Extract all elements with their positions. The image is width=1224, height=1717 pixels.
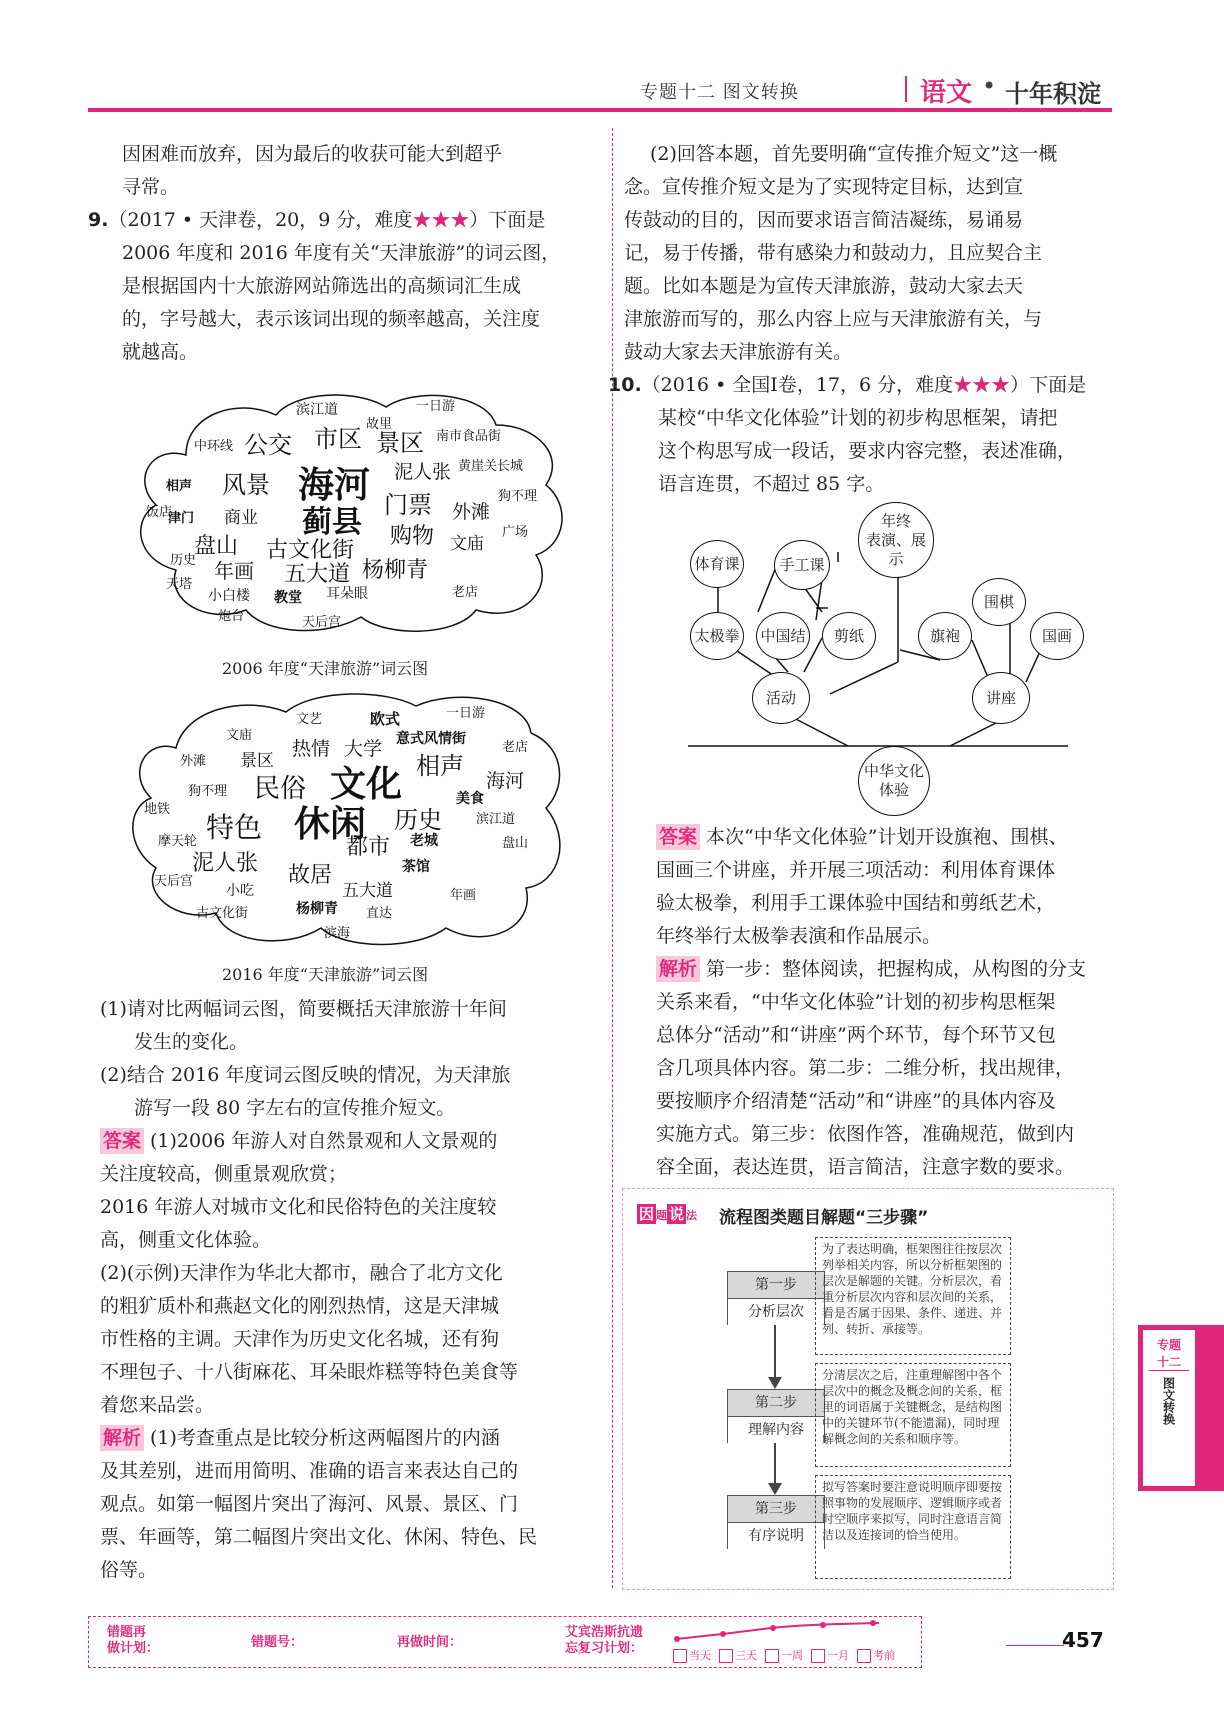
answer-line: 本次“中华文化体验”计划开设旗袍、围棋、	[706, 826, 1068, 848]
subquestion-line: (2)结合 2016 年度词云图反映的情况，为天津旅	[100, 1064, 511, 1086]
question-10-header	[608, 369, 1114, 402]
question-line: 的，字号越大，表示该词出现的频率越高，关注度	[122, 308, 541, 330]
question-line: 就越高。	[122, 341, 199, 363]
subquestion-1	[100, 993, 600, 1059]
answer-line: 验太极拳，利用手工课体验中国结和剪纸艺术，	[656, 892, 1056, 914]
redo-time-label: 再做时间：	[397, 1635, 463, 1650]
cloud-word: 摩天轮	[158, 834, 198, 849]
answer-line: 关注度较高，侧重景观欣赏；	[100, 1163, 348, 1185]
node-painting: 国画	[1030, 612, 1084, 660]
cloud-word: 年画	[214, 559, 254, 583]
analysis-continued-line: 鼓动大家去天津旅游有关。	[624, 341, 853, 363]
step-2-box	[727, 1389, 825, 1443]
analysis-line: 第一步：整体阅读，把握构成，从构图的分支	[706, 958, 1087, 980]
cloud-word: 特色	[206, 811, 263, 844]
header-dot: •	[982, 72, 997, 100]
node-paper-cutting: 剪纸	[822, 612, 876, 660]
wrong-question-label: 错题号：	[251, 1635, 304, 1650]
badge-char: 说	[669, 1205, 685, 1223]
node-craft-class: 手工课	[774, 540, 830, 590]
check-label: 考前	[873, 1649, 895, 1662]
answer-line: 的粗犷质朴和燕赵文化的刚烈热情，这是天津城	[100, 1295, 500, 1317]
cloud-word: 海河	[486, 770, 525, 792]
badge-char: 因	[639, 1205, 655, 1223]
right-column-top	[608, 138, 1114, 501]
cloud-word: 海河	[298, 465, 371, 506]
tip-badge	[637, 1203, 697, 1224]
cloud-word: 大学	[344, 738, 383, 760]
cloud-word: 狗不理	[498, 489, 538, 504]
analysis-continued-line: 津旅游而写的，那么内容上应与天津旅游有关，与	[624, 308, 1043, 330]
cloud-word: 耳朵眼	[326, 586, 368, 602]
node-pe-class: 体育课	[690, 540, 744, 588]
cloud-word: 狗不理	[188, 784, 228, 799]
node-taiji: 太极拳	[690, 612, 744, 660]
flow-arrow	[774, 1443, 776, 1483]
cloud-word: 年画	[450, 888, 477, 903]
analysis-continued-line: 念。宣传推介短文是为了实现特定目标，达到宣	[624, 176, 1024, 198]
cloud-word: 历史	[170, 553, 197, 568]
chapter-side-tab-label	[1143, 1330, 1195, 1486]
check-one-week[interactable]	[765, 1647, 803, 1663]
review-plan-footer	[88, 1616, 922, 1668]
node-year-end-show	[858, 502, 934, 578]
check-label: 当天	[689, 1649, 711, 1662]
analysis-line: 含几项具体内容。第二步：二维分析，找出规律，	[656, 1057, 1075, 1079]
side-tab-title: 图文转换	[1161, 1377, 1176, 1425]
check-label: 三天	[735, 1649, 757, 1662]
step-1-note: 为了表达明确，框架图往往按层次列举相关内容，所以分析框架图的层次是解题的关键。分析层次，看重分析层次内容和层次间的关系，看是否属于因果、条件、递进、并列、转折、承接等。	[815, 1237, 1011, 1355]
question-number: 9.	[88, 209, 109, 231]
answer-line: 国画三个讲座，并开展三项活动：利用体育课体	[656, 859, 1056, 881]
question-source: （2017 • 天津卷，20，9 分，难度	[108, 209, 413, 231]
side-tab-topic: 专题	[1156, 1338, 1181, 1352]
cloud-word: 文庙	[450, 534, 484, 554]
cloud-word: 五大道	[342, 881, 393, 901]
node-activity: 活动	[752, 672, 810, 724]
left-column-bottom	[100, 993, 600, 1587]
check-three-days[interactable]	[719, 1647, 757, 1663]
header-series: 十年积淀	[1005, 80, 1101, 108]
analysis-line: 要按顺序介绍清楚“活动”和“讲座”的具体内容及	[656, 1090, 1056, 1112]
node-root-culture	[858, 746, 930, 816]
node-label: 体验	[878, 781, 909, 799]
cloud-word: 滨江道	[296, 402, 338, 418]
analysis-line: 容全面，表达连贯，语言简洁，注意字数的要求。	[656, 1156, 1075, 1178]
analysis-tag: 解析	[100, 1425, 144, 1451]
cloud-word: 景区	[376, 429, 424, 457]
node-label: 中华文化	[863, 762, 924, 780]
cloud-word: 广场	[502, 525, 529, 540]
answer-line: (1)2006 年游人对自然景观和人文景观的	[150, 1130, 498, 1152]
answer-line: 2016 年游人对城市文化和民俗特色的关注度较	[100, 1196, 497, 1218]
answer-tag: 答案	[656, 824, 700, 850]
step-name: 理解内容	[728, 1417, 824, 1443]
flow-arrow	[774, 1325, 776, 1377]
cloud-word: 中环线	[194, 439, 234, 454]
cloud-word: 门票	[384, 491, 432, 519]
cloud-word: 蓟县	[302, 505, 362, 540]
cloud-word: 市区	[314, 425, 362, 453]
plan-label	[107, 1625, 159, 1657]
intro-line: 寻常。	[122, 176, 180, 198]
cloud-word: 美食	[456, 791, 484, 807]
question-source-end: ）下面是	[469, 209, 546, 231]
analysis-line: 票、年画等，第二幅图片突出文化、休闲、特色、民	[100, 1526, 538, 1548]
cloud-word: 泥人张	[394, 461, 452, 483]
cloud-word: 南市食品街	[436, 429, 502, 444]
cloud-word: 黄崖关长城	[458, 459, 524, 474]
step-label: 第三步	[728, 1496, 824, 1523]
cloud-word: 相声	[166, 479, 193, 494]
cloud-word: 民俗	[254, 774, 307, 804]
flow-arrowhead	[768, 1377, 782, 1389]
cloud-word: 意式风情街	[396, 731, 466, 747]
answer-line: 市性格的主调。天津作为历史文化名城，还有狗	[100, 1328, 500, 1350]
subquestion-2	[100, 1059, 600, 1125]
answer-line: 高，侧重文化体验。	[100, 1229, 272, 1251]
header-separator	[905, 76, 907, 102]
analysis-tag: 解析	[656, 956, 700, 982]
cloud-word: 杨柳青	[296, 901, 338, 917]
question-line: 是根据国内十大旅游网站筛选出的高频词汇生成	[122, 275, 522, 297]
cloud-word: 景区	[240, 751, 274, 771]
node-weiqi: 围棋	[972, 578, 1026, 626]
check-before-exam[interactable]	[857, 1647, 895, 1663]
step-3-note: 拟写答案时要注意说明顺序即要按照事物的发展顺序、逻辑顺序或者时空顺序来拟写，同时注意语言简洁以及连接词的恰当使用。	[815, 1475, 1011, 1579]
cloud-word: 小白楼	[208, 588, 250, 604]
cloud-word: 津门	[168, 511, 195, 526]
cloud-word: 盘山	[502, 836, 529, 851]
header-topic: 专题十二 图文转换	[640, 82, 799, 103]
difficulty-stars: ★★★	[412, 209, 470, 231]
cloud-word: 欧式	[370, 710, 401, 728]
analysis-continued-line: (2)回答本题，首先要明确“宣传推介短文”这一概	[650, 143, 1058, 165]
question-line: 语言连贯，不超过 85 字。	[658, 473, 885, 495]
subquestion-line: 游写一段 80 字左右的宣传推介短文。	[134, 1097, 456, 1119]
step-name: 有序说明	[728, 1523, 824, 1549]
cloud-word: 盘山	[194, 534, 239, 559]
analysis-block	[100, 1422, 600, 1455]
cloud-word: 文艺	[296, 712, 323, 727]
cloud-word: 老店	[452, 585, 479, 600]
question-number: 10.	[608, 374, 642, 396]
node-lecture: 讲座	[972, 672, 1030, 724]
cloud-word: 泥人张	[192, 851, 259, 876]
cloud-word: 老城	[410, 833, 438, 849]
cloud-word: 天塔	[166, 577, 193, 592]
flow-arrowhead	[768, 1483, 782, 1495]
step-3-box	[727, 1495, 825, 1549]
step-name: 分析层次	[728, 1299, 824, 1325]
answer-tag: 答案	[100, 1128, 144, 1154]
cloud-word: 小吃	[226, 883, 254, 899]
cloud-word: 古文化街	[196, 906, 249, 921]
plan-label-line: 错题再	[107, 1625, 147, 1640]
cloud-word: 相声	[416, 752, 464, 780]
cloud-caption-2016: 2016 年度“天津旅游”词云图	[222, 965, 429, 984]
cloud-word: 茶馆	[402, 859, 430, 875]
left-column-top	[88, 138, 598, 369]
analysis-line: (1)考查重点是比较分析这两幅图片的内涵	[150, 1427, 500, 1449]
difficulty-stars: ★★★	[953, 374, 1011, 396]
answer-block	[656, 821, 1114, 854]
node-label: 年终	[880, 511, 911, 530]
analysis-line: 俗等。	[100, 1559, 158, 1581]
word-cloud-2016	[126, 688, 566, 950]
question-source-end: ）下面是	[1010, 374, 1087, 396]
node-chinese-knot: 中国结	[756, 612, 810, 660]
cloud-word: 地铁	[144, 802, 171, 817]
question-source: （2016 • 全国Ⅰ卷，17，6 分，难度	[641, 374, 954, 396]
side-tab-number: 十二	[1149, 1353, 1189, 1371]
cloud-word: 商业	[224, 508, 258, 528]
intro-line: 因困难而放弃，因为最后的收获可能大到超乎	[122, 143, 503, 165]
cloud-word: 文庙	[226, 728, 253, 743]
cloud-word: 杨柳青	[362, 558, 429, 583]
subquestion-line: 发生的变化。	[134, 1031, 249, 1053]
cloud-word: 天后宫	[154, 874, 194, 889]
cloud-word: 一日游	[416, 399, 456, 414]
page-number: 457	[1062, 1628, 1104, 1652]
cloud-word: 直达	[366, 906, 393, 921]
node-label: 表演、展示	[865, 530, 926, 568]
question-line: 某校“中华文化体验”计划的初步构思框架，请把	[658, 407, 1058, 429]
check-label: 一周	[781, 1649, 803, 1662]
plan-label-line: 做计划：	[107, 1641, 160, 1656]
question-9-header	[88, 204, 598, 237]
check-one-month[interactable]	[811, 1647, 849, 1663]
page-number-rule	[1006, 1645, 1064, 1646]
answer-line: 不理包子、十八街麻花、耳朵眼炸糕等特色美食等	[100, 1361, 519, 1383]
answer-line: (2)(示例)天津作为华北大都市，融合了北方文化	[100, 1262, 503, 1284]
cloud-word: 天后宫	[302, 615, 342, 630]
cloud-word: 都市	[346, 835, 391, 860]
step-label: 第二步	[728, 1390, 824, 1417]
cloud-word: 风景	[222, 471, 270, 499]
analysis-continued-line: 传鼓动的目的，因而要求语言简洁凝练，易诵易	[624, 209, 1024, 231]
column-divider	[612, 128, 613, 1588]
right-column-bottom	[656, 821, 1114, 1184]
analysis-continued-line: 记，易于传播，带有感染力和鼓动力，且应契合主	[624, 242, 1043, 264]
cloud-word: 古文化街	[266, 538, 355, 563]
cloud-word: 一日游	[446, 706, 486, 721]
ebbinghaus-line: 艾宾浩斯抗遗	[565, 1625, 644, 1640]
analysis-line: 关系来看，“中华文化体验”计划的初步构思框架	[656, 991, 1056, 1013]
badge-char: 法	[686, 1209, 698, 1222]
node-qipao: 旗袍	[918, 612, 972, 660]
memory-curve	[673, 1619, 883, 1643]
cloud-caption-2006: 2006 年度“天津旅游”词云图	[222, 659, 429, 678]
check-today[interactable]	[673, 1647, 711, 1663]
ebbinghaus-label	[565, 1625, 643, 1657]
answer-block	[100, 1125, 600, 1158]
step-label: 第一步	[728, 1272, 824, 1299]
question-line: 2006 年度和 2016 年度有关“天津旅游”的词云图，	[122, 242, 561, 264]
cloud-word: 历史	[394, 806, 442, 834]
analysis-line: 实施方式。第三步：依图作答，准确规范，做到内	[656, 1123, 1075, 1145]
word-cloud-2006	[126, 385, 566, 637]
analysis-block	[656, 953, 1114, 986]
method-tip-box	[622, 1188, 1114, 1590]
cloud-word: 故居	[288, 863, 333, 888]
cloud-word: 教堂	[274, 590, 302, 606]
cloud-word: 外滩	[180, 754, 207, 769]
cloud-word: 滨海	[324, 926, 351, 941]
subquestion-line: (1)请对比两幅词云图，简要概括天津旅游十年间	[100, 998, 507, 1020]
header-rule	[88, 108, 1112, 112]
answer-line: 年终举行太极拳表演和作品展示。	[656, 925, 942, 947]
cloud-word: 购物	[390, 524, 435, 549]
cloud-word: 文化	[330, 764, 403, 805]
tip-title: 流程图类题目解题“三步骤”	[719, 1208, 929, 1228]
cloud-word: 故里	[366, 417, 393, 432]
analysis-line: 及其差别，进而用简明、准确的语言来表达自己的	[100, 1460, 519, 1482]
culture-plan-diagram	[680, 502, 1110, 822]
step-1-box	[727, 1271, 825, 1325]
cloud-word: 公交	[244, 431, 292, 459]
ebbinghaus-line: 忘复习计划：	[565, 1641, 644, 1656]
analysis-line: 总体分“活动”和“讲座”两个环节，每个环节又包	[656, 1024, 1056, 1046]
cloud-word: 炮台	[218, 609, 245, 624]
check-label: 一月	[827, 1649, 849, 1662]
cloud-word: 外滩	[452, 501, 491, 523]
analysis-line: 观点。如第一幅图片突出了海河、风景、景区、门	[100, 1493, 519, 1515]
analysis-continued-line: 题。比如本题是为宣传天津旅游，鼓动大家去天	[624, 275, 1024, 297]
cloud-word: 五大道	[284, 562, 351, 587]
cloud-word: 老店	[502, 740, 529, 755]
answer-line: 着您来品尝。	[100, 1394, 215, 1416]
question-line: 这个构思写成一段话，要求内容完整，表述准确，	[658, 440, 1077, 462]
cloud-word: 休闲	[294, 804, 367, 845]
cloud-word: 热情	[292, 738, 331, 760]
cloud-word: 滨江道	[476, 812, 516, 827]
step-2-note: 分清层次之后，注重理解图中各个层次中的概念及概念间的关系，框里的词语属于关键概念，是结构图中的关键环节(不能遗漏)，同时理解概念间的关系和顺序等。	[815, 1363, 1011, 1467]
badge-char: 题	[656, 1209, 668, 1222]
header-subject: 语文	[920, 78, 973, 108]
cloud-word: 饭店	[146, 505, 173, 520]
